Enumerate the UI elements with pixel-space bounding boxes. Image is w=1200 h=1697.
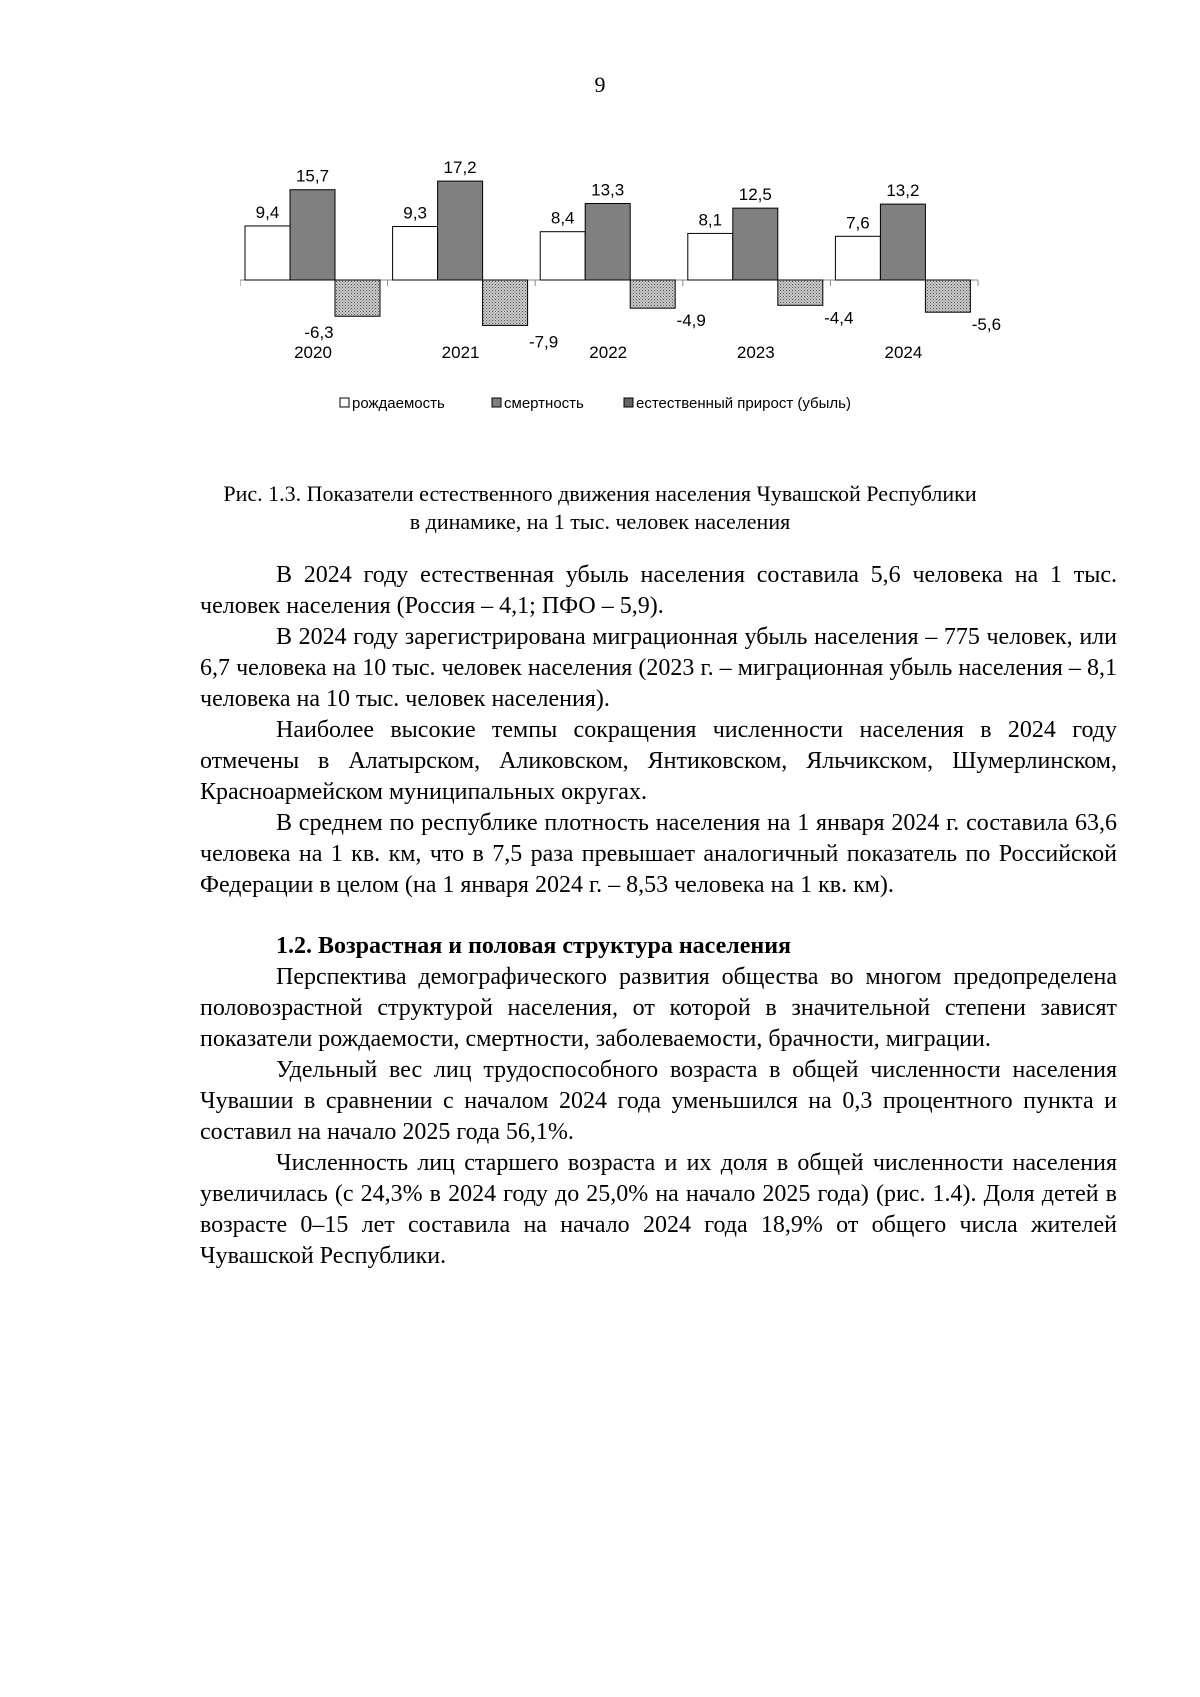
data-label: 15,7 xyxy=(295,166,330,186)
data-label: 9,4 xyxy=(255,202,280,222)
bar-births xyxy=(688,233,733,280)
data-label: 13,2 xyxy=(886,181,920,201)
data-label: 9,3 xyxy=(403,203,427,223)
figure-caption-line-1: Рис. 1.3. Показатели естественного движения населения Чувашской Республики xyxy=(223,481,977,506)
bar-births xyxy=(540,232,585,280)
data-label: -7,9 xyxy=(528,332,559,352)
paragraph: В 2024 году естественная убыль населения составила 5,6 человека на 1 тыс. человек населения (Россия – 4,1; ПФО – 5,9). xyxy=(200,562,1117,619)
figure-caption xyxy=(180,480,1020,536)
data-label: 13,3 xyxy=(591,180,625,200)
bar-births xyxy=(393,227,438,280)
bar-natural-change xyxy=(925,280,970,312)
data-label: -4,4 xyxy=(824,308,854,328)
natural-movement-chart xyxy=(240,110,1070,470)
data-label: -4,9 xyxy=(676,311,706,331)
bar-deaths xyxy=(733,208,778,280)
legend-swatch xyxy=(340,398,349,407)
data-label: 8,1 xyxy=(698,210,723,230)
data-label: 7,6 xyxy=(846,213,870,233)
paragraph: Удельный вес лиц трудоспособного возраста в общей численности населения Чувашии в сравнении с началом 2024 года уменьшился на 0,3 процентного пункта и составил на начало 2025 года 56,1%. xyxy=(200,1057,1117,1145)
figure-caption-line-2: в динамике, на 1 тыс. человек населения xyxy=(409,509,791,534)
data-label: 17,2 xyxy=(443,158,477,178)
x-tick-label: 2024 xyxy=(884,343,923,362)
x-tick-label: 2020 xyxy=(294,343,332,362)
section-heading: 1.2. Возрастная и половая структура населения xyxy=(276,933,792,959)
bar-deaths xyxy=(880,204,925,280)
paragraph: Перспектива демографического развития общества во многом предопределена половозрастной структурой населения, от которой в значительной степени зависят показатели рождаемости, смертности, заболеваемости, брачности, миграции. xyxy=(200,964,1117,1052)
x-tick-label: 2023 xyxy=(736,343,775,362)
paragraph: Численность лиц старшего возраста и их доля в общей численности населения увеличилась (с 24,3% в 2024 году до 25,0% на начало 2025 года) (рис. 1.4). Доля детей в возрасте 0–15 лет составила на начало 2024 года 18,9% от общего числа жителей Чувашской Республики. xyxy=(200,1150,1117,1269)
paragraph: В среднем по республике плотность населения на 1 января 2024 г. составила 63,6 человека на 1 кв. км, что в 7,5 раза превышает аналогичный показатель по Российской Федерации в целом (на 1 января 2024 г. – 8,53 человека на 1 кв. км). xyxy=(200,810,1117,898)
bar-births xyxy=(245,226,290,280)
bar-deaths xyxy=(438,181,483,280)
bar-births xyxy=(835,236,880,280)
data-label: 12,5 xyxy=(738,185,772,205)
x-tick-label: 2021 xyxy=(441,343,480,362)
legend-swatch xyxy=(624,398,633,407)
bar-natural-change xyxy=(335,280,380,316)
legend-swatch xyxy=(492,398,501,407)
page-number: 9 xyxy=(594,72,606,97)
body-text xyxy=(200,560,1117,1272)
paragraph: Наиболее высокие темпы сокращения численности населения в 2024 году отмечены в Алатырском, Аликовском, Янтиковском, Яльчикском, Шумерлинском, Красноармейском муниципальных округах. xyxy=(200,717,1117,805)
legend-entry: рождаемость xyxy=(352,395,445,412)
data-label: -6,3 xyxy=(304,323,334,343)
data-label: 8,4 xyxy=(550,208,575,228)
x-tick-label: 2022 xyxy=(589,343,628,362)
bar-natural-change xyxy=(483,280,528,325)
bar-deaths xyxy=(290,190,335,280)
bar-deaths xyxy=(585,204,630,280)
legend-entry: смертность xyxy=(504,395,584,412)
data-label: -5,6 xyxy=(971,315,1002,335)
legend-entry: естественный прирост (убыль) xyxy=(636,395,851,412)
paragraph: В 2024 году зарегистрирована миграционная убыль населения – 775 человек, или 6,7 человека на 10 тыс. человек населения (2023 г. – миграционная убыль населения – 8,1 человека на 10 тыс. человек населения). xyxy=(200,624,1117,712)
bar-natural-change xyxy=(778,280,823,305)
bar-natural-change xyxy=(630,280,675,308)
